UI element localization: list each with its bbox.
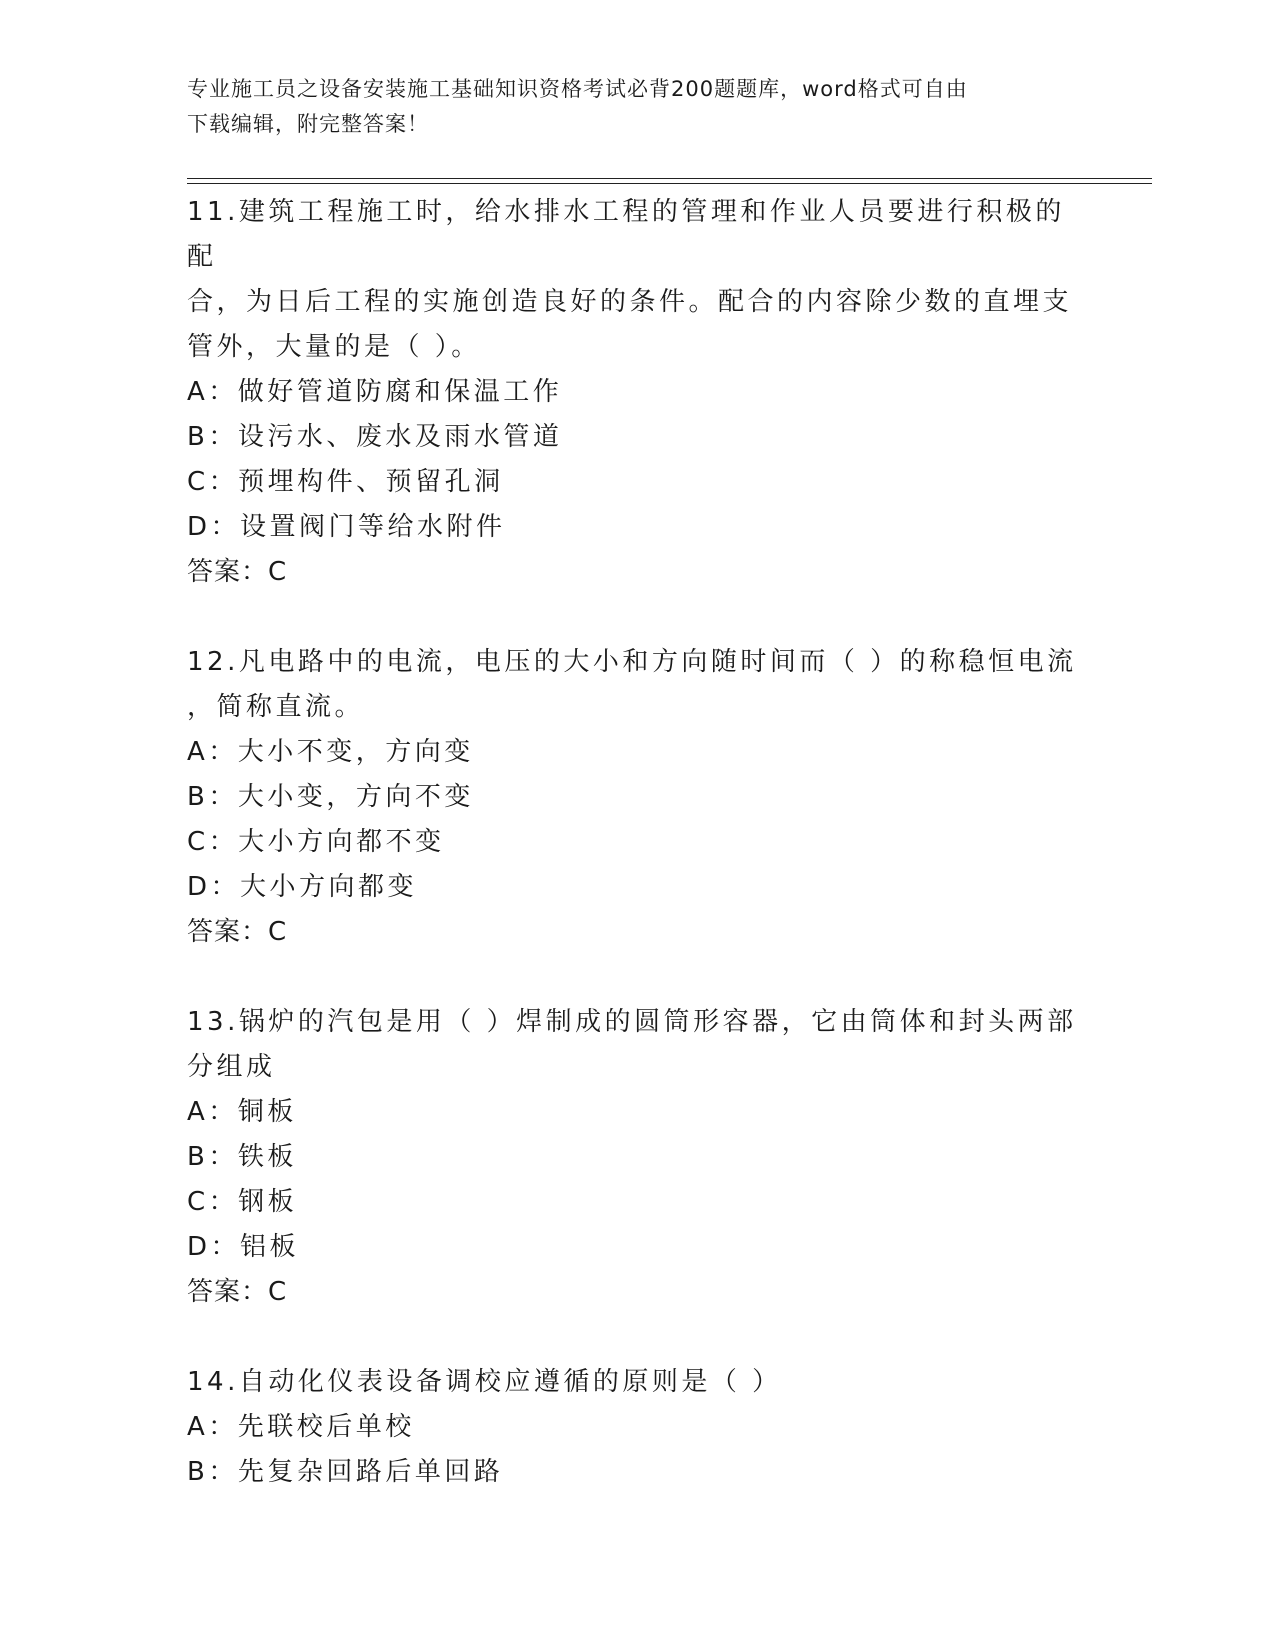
option-c: C：大小方向都不变: [187, 827, 445, 857]
spacer: [187, 595, 1087, 640]
answer: 答案：C: [187, 917, 288, 947]
option-c: C：钢板: [187, 1187, 298, 1217]
option-c: C：预埋构件、预留孔洞: [187, 467, 504, 497]
header-line-2: 下载编辑，附完整答案！: [187, 112, 429, 136]
question-stem-line: 12.凡电路中的电流，电压的大小和方向随时间而（ ）的称稳恒电流: [187, 647, 1077, 677]
question-13: [187, 1000, 1087, 1315]
header-divider-top: [187, 178, 1152, 179]
option-a: A：铜板: [187, 1097, 297, 1127]
question-list: [187, 190, 1087, 1495]
option-a: A：先联校后单校: [187, 1412, 415, 1442]
option-d: D：大小方向都变: [187, 872, 418, 902]
option-b: B：设污水、废水及雨水管道: [187, 422, 563, 452]
option-a: A：做好管道防腐和保温工作: [187, 377, 563, 407]
document-header: [187, 72, 1067, 142]
question-11: [187, 190, 1087, 595]
question-stem-line: 分组成: [187, 1052, 276, 1082]
option-d: D：设置阀门等给水附件: [187, 512, 506, 542]
option-a: A：大小不变，方向变: [187, 737, 474, 767]
header-divider-bottom: [187, 183, 1152, 184]
question-14: [187, 1360, 1087, 1495]
question-stem-line: 14.自动化仪表设备调校应遵循的原则是（ ）: [187, 1367, 782, 1397]
question-stem-line: 合，为日后工程的实施创造良好的条件。配合的内容除少数的直埋支: [187, 287, 1073, 317]
question-12: [187, 640, 1087, 955]
question-stem-line: 管外，大量的是（ ）。: [187, 332, 481, 362]
spacer: [187, 955, 1087, 1000]
answer: 答案：C: [187, 557, 288, 587]
spacer: [187, 1315, 1087, 1360]
question-stem-line: ，简称直流。: [187, 692, 365, 722]
question-stem-line: 13.锅炉的汽包是用（ ）焊制成的圆筒形容器，它由筒体和封头两部: [187, 1007, 1077, 1037]
header-line-1: 专业施工员之设备安装施工基础知识资格考试必背200题题库，word格式可自由: [187, 77, 968, 101]
option-b: B：大小变，方向不变: [187, 782, 474, 812]
option-b: B：先复杂回路后单回路: [187, 1457, 504, 1487]
option-b: B：铁板: [187, 1142, 297, 1172]
option-d: D：铝板: [187, 1232, 300, 1262]
answer: 答案：C: [187, 1277, 288, 1307]
question-stem-line: 11.建筑工程施工时，给水排水工程的管理和作业人员要进行积极的配: [187, 197, 1065, 272]
